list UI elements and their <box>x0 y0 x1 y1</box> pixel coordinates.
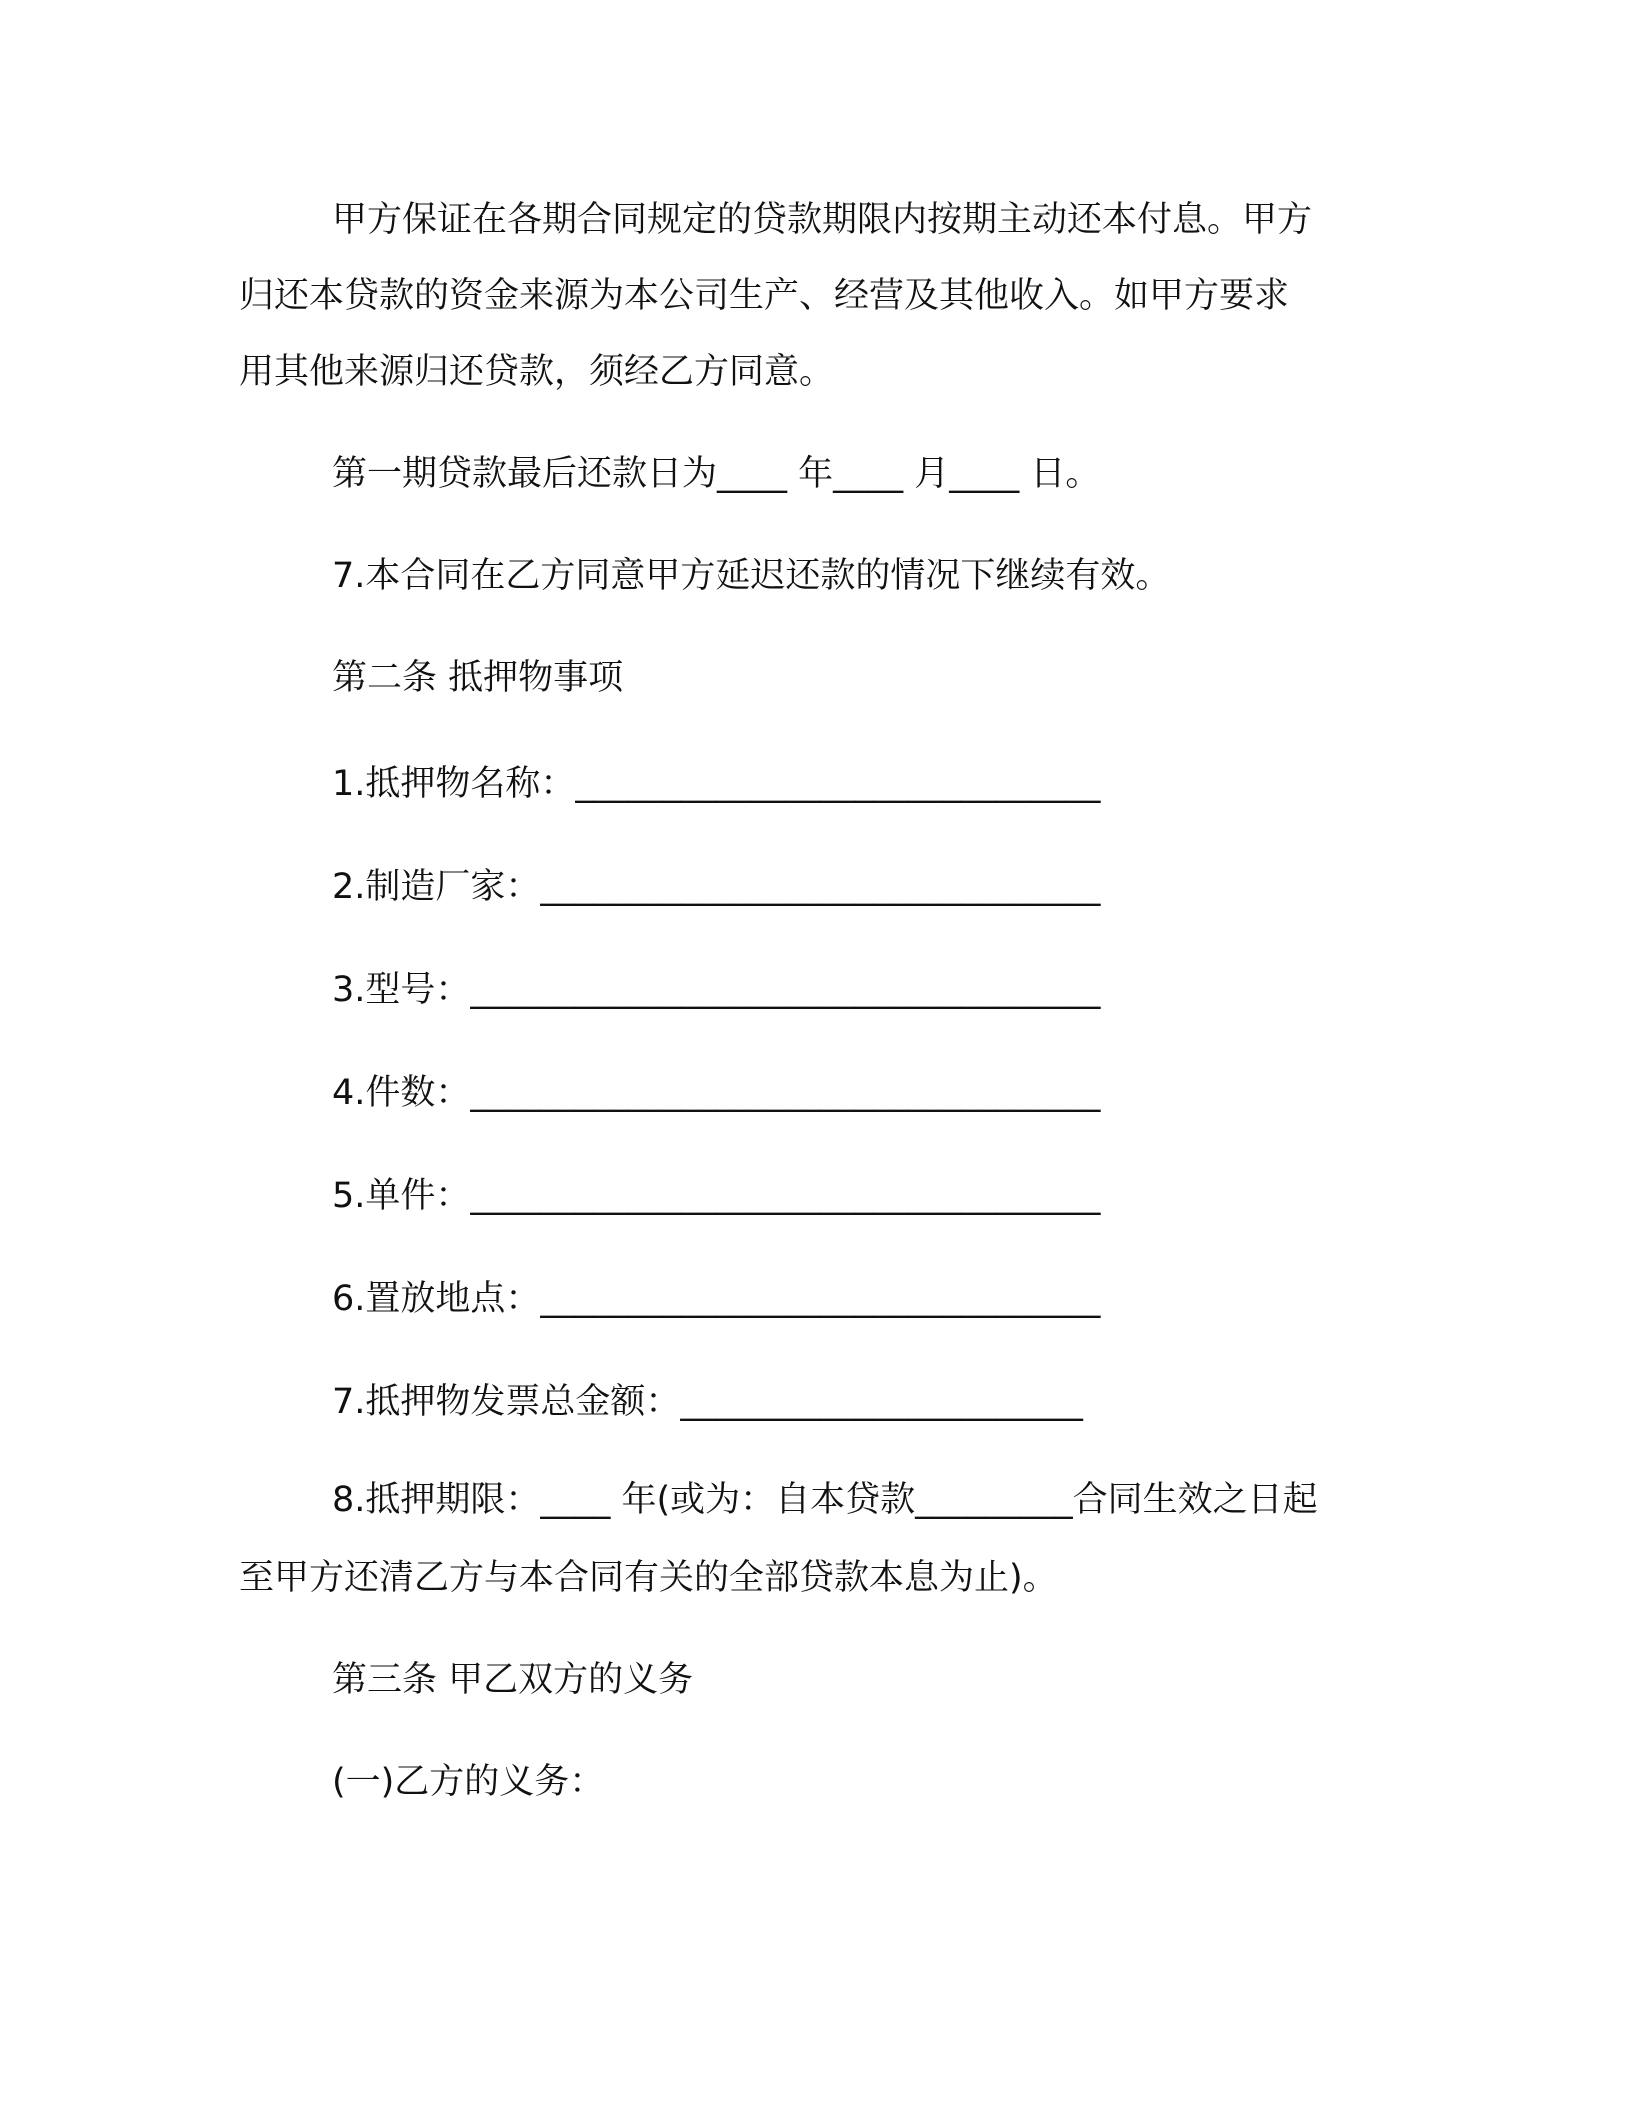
term-line-2: 至甲方还清乙方与本合同有关的全部贷款本息为止)。 <box>239 1558 1058 1598</box>
first-period-date: 第一期贷款最后还款日为____ 年____ 月____ 日。 <box>332 454 1101 494</box>
paragraph-1-line-2: 归还本贷款的资金来源为本公司生产、经营及其他收入。如甲方要求 <box>239 276 1290 316</box>
collateral-item: 5.单件：____________________________________ <box>332 1176 1101 1216</box>
collateral-item: 6.置放地点：________________________________ <box>332 1279 1101 1319</box>
collateral-item: 2.制造厂家：________________________________ <box>332 867 1101 907</box>
article-2-heading: 第二条 抵押物事项 <box>332 658 624 698</box>
collateral-item: 1.抵押物名称：______________________________ <box>332 764 1101 804</box>
term-line-1: 8.抵押期限：____ 年(或为：自本贷款_________合同生效之日起 <box>332 1480 1318 1520</box>
collateral-item: 4.件数：____________________________________ <box>332 1073 1101 1113</box>
party-b-obligations-heading: (一)乙方的义务： <box>332 1762 605 1802</box>
clause-7: 7.本合同在乙方同意甲方延迟还款的情况下继续有效。 <box>332 556 1171 596</box>
collateral-item: 3.型号：____________________________________ <box>332 970 1101 1010</box>
paragraph-1-line-1: 甲方保证在各期合同规定的贷款期限内按期主动还本付息。甲方 <box>332 200 1313 240</box>
collateral-item: 7.抵押物发票总金额：_______________________ <box>332 1382 1083 1422</box>
article-3-heading: 第三条 甲乙双方的义务 <box>332 1660 694 1700</box>
paragraph-1-line-3: 用其他来源归还贷款，须经乙方同意。 <box>239 352 835 392</box>
